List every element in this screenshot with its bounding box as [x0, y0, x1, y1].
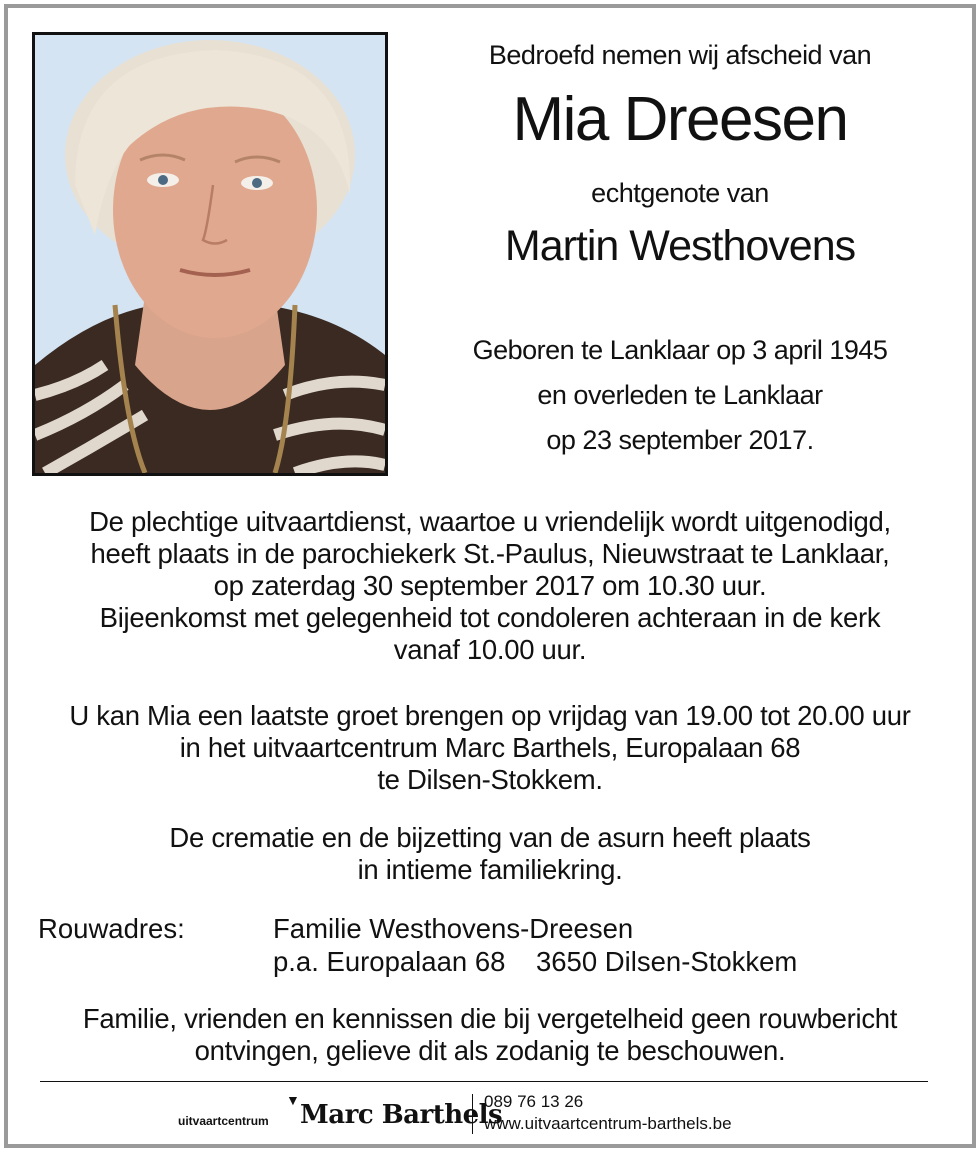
life-line: Geboren te Lanklaar op 3 april 1945 [472, 335, 888, 365]
notice-line: Familie, vrienden en kennissen die bij vergetelheid geen rouwbericht [82, 1003, 898, 1034]
footer-phone: 089 76 13 26 [484, 1092, 584, 1111]
farewell-paragraph [20, 700, 960, 796]
farewell-line: te Dilsen-Stokkem. [377, 764, 603, 795]
service-line: Bijeenkomst met gelegenheid tot condoleren achteraan in de kerk [99, 602, 881, 633]
address-line-1: Familie Westhovens-Dreesen [273, 913, 634, 944]
deceased-name: Mia Dreesen [512, 85, 848, 154]
relation-text: echtgenote van [591, 178, 769, 208]
life-dates [420, 328, 940, 463]
service-line: De plechtige uitvaartdienst, waartoe u vriendelijk wordt uitgenodigd, [89, 506, 891, 537]
address-line-2: p.a. Europalaan 68 3650 Dilsen-Stokkem [273, 946, 798, 977]
notice-paragraph [20, 1003, 960, 1067]
divider [40, 1081, 928, 1082]
farewell-line: U kan Mia een laatste groet brengen op vrijdag van 19.00 tot 20.00 uur [69, 700, 911, 731]
spouse-name: Martin Westhovens [504, 222, 856, 270]
footer-separator [472, 1094, 473, 1134]
footer-prefix: uitvaartcentrum [178, 1114, 269, 1128]
life-line: op 23 september 2017. [546, 425, 814, 455]
address-lines [273, 912, 797, 978]
service-line: op zaterdag 30 september 2017 om 10.30 uur. [213, 570, 767, 601]
service-paragraph [20, 506, 960, 666]
notice-line: ontvingen, gelieve dit als zodanig te beschouwen. [194, 1035, 786, 1066]
service-line: heeft plaats in de parochiekerk St.-Paulus, Nieuwstraat te Lanklaar, [90, 538, 890, 569]
footer-brand: Marc Barthels [300, 1100, 503, 1130]
cremation-paragraph [20, 822, 960, 886]
address-label: Rouwadres: [38, 913, 185, 944]
farewell-line: in het uitvaartcentrum Marc Barthels, Europalaan 68 [179, 732, 801, 763]
triangle-icon: ▼ [286, 1092, 300, 1108]
cremation-line: in intieme familiekring. [357, 854, 623, 885]
cremation-line: De crematie en de bijzetting van de asurn heeft plaats [169, 822, 811, 853]
service-line: vanaf 10.00 uur. [393, 634, 587, 665]
portrait-photo [32, 32, 388, 476]
life-line: en overleden te Lanklaar [537, 380, 823, 410]
footer-website[interactable]: www.uitvaartcentrum-barthels.be [484, 1114, 732, 1133]
intro-text: Bedroefd nemen wij afscheid van [488, 40, 872, 70]
